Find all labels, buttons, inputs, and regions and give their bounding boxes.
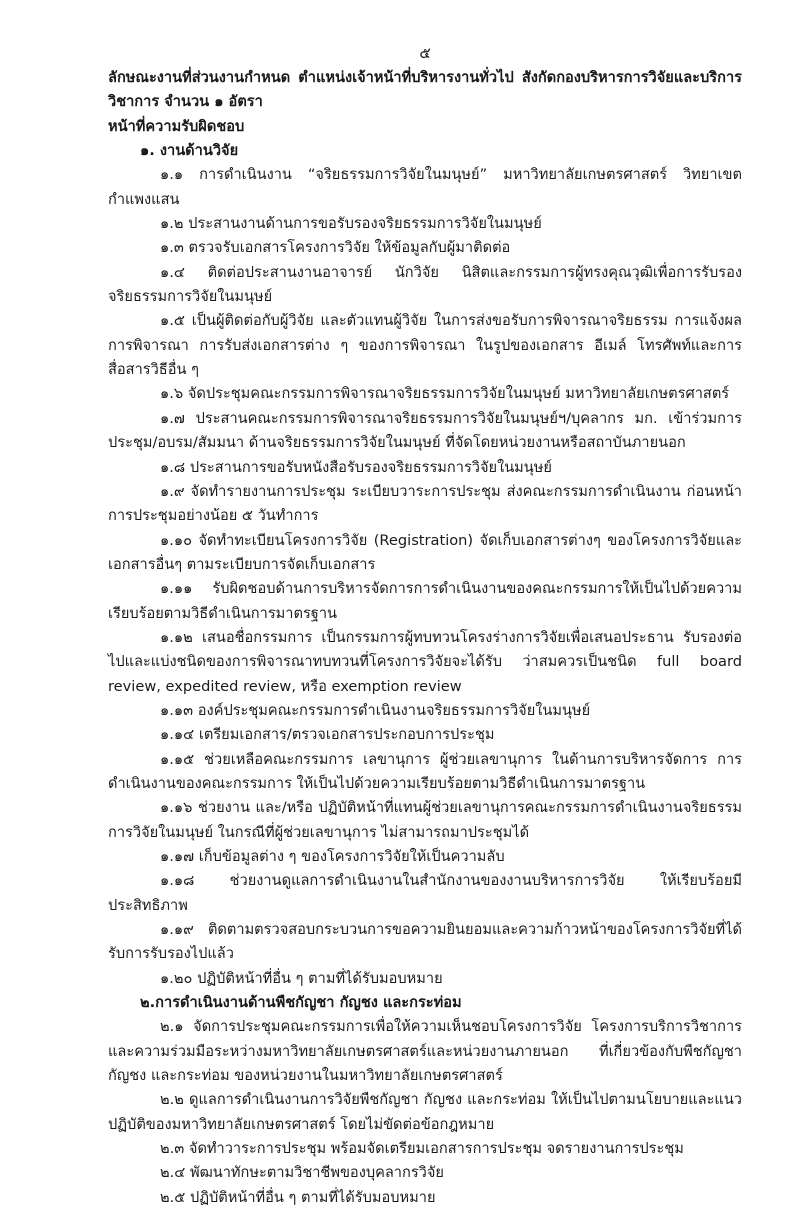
item-number: ๑.๑๘ <box>160 872 195 890</box>
list-item <box>108 480 742 529</box>
list-item <box>108 918 742 967</box>
list-item <box>108 1015 742 1088</box>
sections <box>108 139 742 1210</box>
list-item <box>108 577 742 626</box>
item-text: ปฏิบัติหน้าที่อื่น ๆ ตามที่ได้รับมอบหมาย <box>189 1188 436 1206</box>
list-item <box>108 626 742 699</box>
item-text: ช่วยเหลือคณะกรรมการ เลขานุการ ผู้ช่วยเลขานุการ ในด้านการบริหารจัดการ การดำเนินงานของคณะกรรมการ ให้เป็นไปด้วยความเรียบร้อยตามวิธีดำเนินการมาตรฐาน <box>108 750 742 792</box>
item-number: ๑.๑๗ <box>160 848 195 865</box>
item-number: ๑.๙ <box>160 482 185 500</box>
item-text: ประสานงานด้านการขอรับรองจริยธรรมการวิจัยในมนุษย์ <box>188 215 542 233</box>
item-text: พัฒนาทักษะตามวิชาชีพของบุคลากรวิจัย <box>189 1164 444 1182</box>
item-number: ๒.๕ <box>160 1188 186 1206</box>
item-text: ดูแลการดำเนินงานการวิจัยพืชกัญชา กัญชง และกระท่อม ให้เป็นไปตามนโยบายและแนวปฏิบัติของมหาวิทยาลัยเกษตรศาสตร์ โดยไม่ขัดต่อข้อกฎหมาย <box>108 1091 742 1133</box>
list-item <box>108 529 742 578</box>
list-item <box>108 1186 742 1210</box>
list-item <box>108 723 742 747</box>
item-number: ๑.๑๑ <box>160 580 193 598</box>
item-number: ๑.๑ <box>160 166 184 184</box>
item-number: ๒.๓ <box>160 1140 185 1158</box>
responsibilities-title: หน้าที่ความรับผิดชอบ <box>108 117 245 135</box>
item-text: เก็บข้อมูลต่าง ๆ ของโครงการวิจัยให้เป็นความลับ <box>198 848 505 865</box>
list-item <box>108 845 742 869</box>
item-number: ๑.๒๐ <box>160 969 193 987</box>
document-page <box>108 40 742 1210</box>
list-item <box>108 1088 742 1137</box>
list-item <box>108 456 742 480</box>
item-text: องค์ประชุมคณะกรรมการดำเนินงานจริยธรรมการวิจัยในมนุษย์ <box>197 701 591 719</box>
item-number: ๑.๒ <box>160 215 184 233</box>
item-text: จัดการประชุมคณะกรรมการเพื่อให้ความเห็นชอบโครงการวิจัย โครงการบริการวิชาการ และความร่วมมือระหว่างมหาวิทยาลัยเกษตรศาสตร์และหน่วยงานภายนอก ที่เกี่ยวข้องกับพืชกัญชา กัญชง และกระท่อม ของหน่วยงานในมหาวิทยาลัยเกษตรศาสตร์ <box>108 1018 742 1085</box>
list-item <box>108 869 742 918</box>
page-number: ๕ <box>419 44 431 62</box>
section-title: ๑. งานด้านวิจัย <box>140 142 239 160</box>
item-number: ๑.๑๖ <box>160 799 193 817</box>
list-item <box>108 309 742 382</box>
list-item <box>108 1137 742 1161</box>
item-text: ประสานการขอรับหนังสือรับรองจริยธรรมการวิจัยในมนุษย์ <box>189 458 552 476</box>
item-text: ติดตามตรวจสอบกระบวนการขอความยินยอมและความก้าวหน้าของโครงการวิจัยที่ได้รับการรับรองไปแล้ว <box>108 921 742 963</box>
list-item <box>108 1161 742 1185</box>
item-number: ๑.๑๐ <box>160 531 193 549</box>
item-number: ๑.๑๙ <box>160 921 194 939</box>
item-number: ๑.๘ <box>160 458 186 476</box>
item-number: ๑.๑๓ <box>160 701 194 719</box>
item-number: ๑.๖ <box>160 385 184 403</box>
item-number: ๑.๑๕ <box>160 750 195 768</box>
list-item <box>108 967 742 991</box>
item-number: ๒.๒ <box>160 1091 184 1109</box>
list-item <box>108 236 742 260</box>
item-number: ๑.๑๒ <box>160 628 193 646</box>
list-item <box>108 699 742 723</box>
list-item <box>108 163 742 212</box>
item-number: ๒.๔ <box>160 1164 186 1182</box>
item-text: ปฏิบัติหน้าที่อื่น ๆ ตามที่ได้รับมอบหมาย <box>197 969 443 987</box>
item-text: ติดต่อประสานงานอาจารย์ นักวิจัย นิสิตและกรรมการผู้ทรงคุณวุฒิเพื่อการรับรองจริยธรรมการวิจัยในมนุษย์ <box>108 263 743 306</box>
item-text: เป็นผู้ติดต่อกับผู้วิจัย และตัวแทนผู้วิจัย ในการส่งขอรับการพิจารณาจริยธรรม การแจ้งผลการพิจารณา การรับส่งเอกสารต่าง ๆ ของการพิจารณา ในรูปของเอกสาร อีเมล์ โทรศัพท์และการสื่อสารวิธีอื่น ๆ <box>108 312 743 379</box>
item-text: จัดทำวาระการประชุม พร้อมจัดเตรียมเอกสารการประชุม จดรายงานการประชุม <box>188 1140 684 1158</box>
list-item <box>108 212 742 236</box>
item-text: ตรวจรับเอกสารโครงการวิจัย ให้ข้อมูลกับผู้มาติดต่อ <box>188 239 511 257</box>
list-item <box>108 748 742 797</box>
item-text: การดำเนินงาน “จริยธรรมการวิจัยในมนุษย์” มหาวิทยาลัยเกษตรศาสตร์ วิทยาเขตกำแพงแสน <box>108 166 742 208</box>
list-item <box>108 796 742 845</box>
section-title: ๒.การดำเนินงานด้านพืชกัญชา กัญชง และกระท่อม <box>140 994 462 1012</box>
item-text: เสนอชื่อกรรมการ เป็นกรรมการผู้ทบทวนโครงร่างการวิจัยเพื่อเสนอประธาน รับรองต่อไปและแบ่งชนิดของการพิจารณาทบทวนที่โครงการวิจัยจะได้รับ ว่าสมควรเป็นชนิด full board review, expedited review, หรือ exemption review <box>108 628 742 695</box>
item-text: ประสานคณะกรรมการพิจารณาจริยธรรมการวิจัยในมนุษย์ฯ/บุคลากร มก. เข้าร่วมการประชุม/อบรม/สัมมนา ด้านจริยธรรมการวิจัยในมนุษย์ ที่จัดโดยหน่วยงานหรือสถาบันภายนอก <box>108 409 742 452</box>
job-heading: ลักษณะงานที่ส่วนงานกำหนด ตำแหน่งเจ้าหน้าที่บริหารงานทั่วไป สังกัดกองบริหารการวิจัยและบริการวิชาการ จำนวน ๑ อัตรา <box>108 69 742 111</box>
list-item <box>108 382 742 406</box>
item-text: ช่วยงานดูแลการดำเนินงานในสำนักงานของงานบริหารการวิจัย ให้เรียบร้อยมีประสิทธิภาพ <box>108 872 742 914</box>
item-number: ๑.๕ <box>160 312 185 330</box>
item-number: ๒.๑ <box>160 1018 184 1036</box>
item-text: จัดทำรายงานการประชุม ระเบียบวาระการประชุม ส่งคณะกรรมการดำเนินงาน ก่อนหน้า การประชุมอย่างน้อย ๕ วันทำการ <box>108 482 742 525</box>
item-text: เตรียมเอกสาร/ตรวจเอกสารประกอบการประชุม <box>198 726 495 744</box>
list-item <box>108 261 742 310</box>
item-number: ๑.๓ <box>160 239 184 257</box>
item-number: ๑.๗ <box>160 409 185 427</box>
item-number: ๑.๑๔ <box>160 726 195 744</box>
item-text: จัดประชุมคณะกรรมการพิจารณาจริยธรรมการวิจัยในมนุษย์ มหาวิทยาลัยเกษตรศาสตร์ <box>187 385 730 403</box>
item-text: จัดทำทะเบียนโครงการวิจัย (Registration) จัดเก็บเอกสารต่างๆ ของโครงการวิจัยและเอกสารอื่นๆ ตามระเบียบการจัดเก็บเอกสาร <box>108 531 743 573</box>
item-text: รับผิดชอบด้านการบริหารจัดการการดำเนินงานของคณะกรรมการให้เป็นไปด้วยความเรียบร้อยตามวิธีดำเนินการมาตรฐาน <box>108 580 742 622</box>
list-item <box>108 407 742 456</box>
item-number: ๑.๔ <box>160 263 185 281</box>
item-text: ช่วยงาน และ/หรือ ปฏิบัติหน้าที่แทนผู้ช่วยเลขานุการคณะกรรมการดำเนินงานจริยธรรมการวิจัยในมนุษย์ ในกรณีที่ผู้ช่วยเลขานุการ ไม่สามารถมาประชุมได้ <box>108 799 742 841</box>
